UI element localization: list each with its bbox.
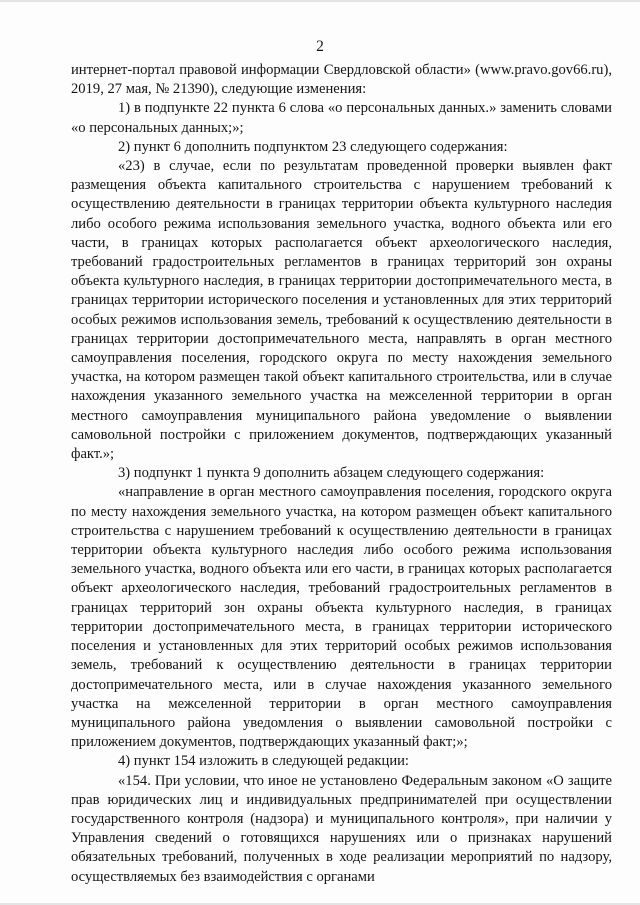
document-body: [71, 61, 612, 887]
paragraph-item-2: 2) пункт 6 дополнить подпунктом 23 следующего содержания:: [118, 138, 508, 155]
page-number: 2: [316, 38, 324, 55]
paragraph-item-1: 1) в подпункте 22 пункта 6 слова «о персональных данных.» заменить словами «о персональных данных;»;: [71, 100, 612, 136]
scan-top-edge: [0, 0, 640, 2]
paragraph-item-3: 3) подпункт 1 пункта 9 дополнить абзацем следующего содержания:: [118, 465, 545, 482]
paragraph-new-abzac: «направление в орган местного самоуправления поселения, городского округа по месту нахождения земельного участка, на котором размещен объект капитального строительства с нарушением требований к осуществлению деятельности в границах территории объекта культурного наследия либо особого режима использования земельного участка, водного объекта или его части, в границах которых располагается объект археологического наследия, требований градостроительных регламентов в границах территорий зон охраны объекта культурного наследия, в границах территории достопримечательного места, в границах территории исторического поселения и установленных для этих территорий особых режимов использования земель, требований к осуществлению деятельности в границах территории достопримечательного места, или в случае нахождения указанного земельного участка на межселенной территории в орган местного самоуправления муниципального района уведомления о выявлении самовольной постройки с приложением документов, подтверждающих указанный факт;»;: [71, 484, 612, 751]
paragraph-subpoint-23: «23) в случае, если по результатам проведенной проверки выявлен факт размещения объекта капитального строительства с нарушением требований к осуществлению деятельности в границах территории объекта культурного наследия либо особого режима использования земельного участка, водного объекта или его части, в границах которых располагается объект археологического наследия, требований градостроительных регламентов в границах территорий зон охраны объекта культурного наследия, в границах территории достопримечательного места, в границах территории исторического поселения и установленных для этих территорий особых режимов использования земель, требований к осуществлению деятельности в границах территории достопримечательного места, направлять в орган местного самоуправления поселения, городского округа по месту нахождения земельного участка, на котором размещен такой объект капитального строительства, или в случае нахождения указанного земельного участка на межселенной территории в орган местного самоуправления муниципального района уведомление о выявлении самовольной постройки с приложением документов, подтверждающих указанный факт.»;: [71, 158, 612, 463]
paragraph-continuation: интернет-портал правовой информации Свердловской области» (www.pravo.gov66.ru), 2019, 27 мая, № 21390), следующие изменения:: [71, 62, 612, 98]
paragraph-item-4: 4) пункт 154 изложить в следующей редакции:: [118, 753, 409, 770]
paragraph-point-154: «154. При условии, что иное не установлено Федеральным законом «О защите прав юридических лиц и индивидуальных предпринимателей при осуществлении государственного контроля (надзора) и муниципального контроля», при наличии у Управления сведений о готовящихся нарушениях или о признаках нарушений обязательных требований, полученных в ходе реализации мероприятий по надзору, осуществляемых без взаимодействия с органами: [71, 772, 612, 885]
